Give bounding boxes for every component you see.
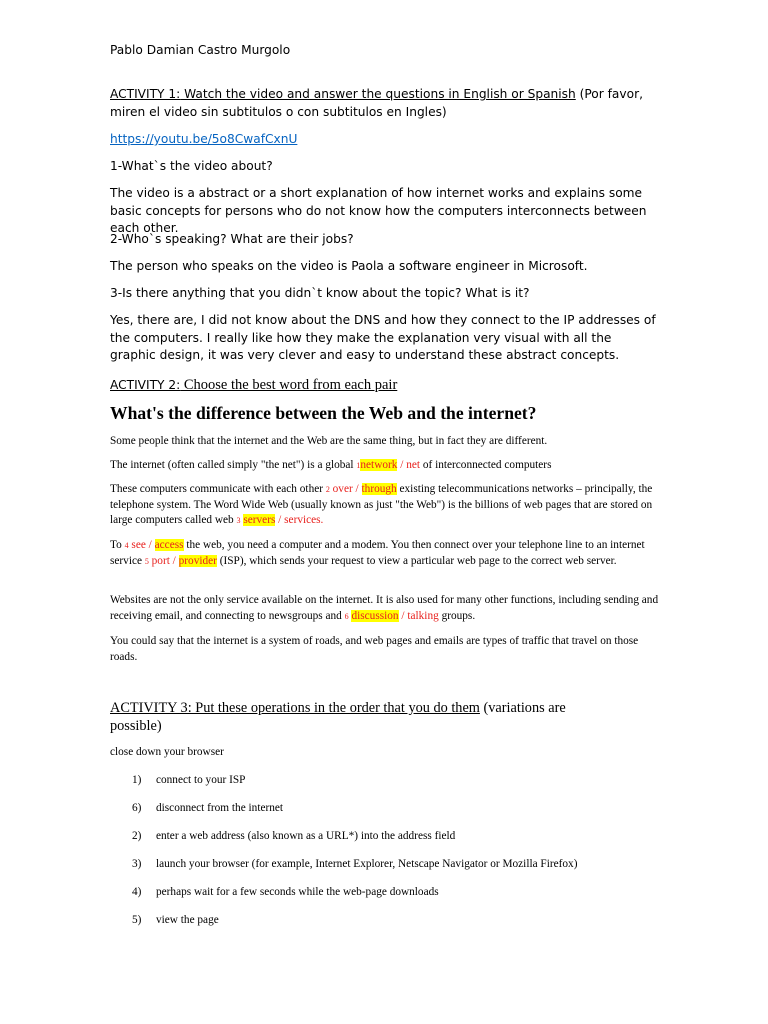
choice-2-option-a: over	[332, 483, 353, 495]
operation-text: connect to your ISP	[156, 774, 246, 786]
blank-number-6: 6	[344, 611, 349, 621]
choice-5-selected: provider	[178, 554, 217, 567]
paragraph-1: Some people think that the internet and the Web are the same thing, but in fact they are different.	[110, 435, 548, 447]
choice-6-option-b: talking	[407, 609, 439, 622]
blank-number-1: 1	[356, 461, 361, 470]
paragraph-5: Websites are not the only service available on the internet. It is also used for many other functions, including sending and receiving email, and connecting to newsgroups and 6 discussion / talking groups.	[110, 594, 659, 622]
video-link-row	[110, 131, 658, 149]
activity1-instruction-note: (Por favor, miren el video sin subtitulos o con subtitulos en Ingles)	[110, 87, 643, 119]
activity2-label: ACTIVITY 2:	[110, 378, 181, 392]
operation-number: 3)	[132, 858, 142, 870]
choice-4-option-a: see	[131, 539, 146, 551]
blank-number-4: 4	[124, 541, 129, 550]
operation-number: 5)	[132, 914, 142, 926]
choice-3-option-b: services.	[284, 514, 324, 527]
activity2-instruction-text: Choose the best word from each pair	[180, 377, 398, 393]
activity2-instruction	[110, 376, 658, 395]
activity3-instruction-text: ACTIVITY 3: Put these operations in the order that you do them	[110, 700, 480, 716]
answer-3: Yes, there are, I did not know about the DNS and how they connect to the IP addresses of the computers. I really like how they make the explanation very visual with all the graphic design, it was very clever and easy to understand these abstract concepts.	[110, 313, 656, 362]
question-2: 2-Who`s speaking? What are their jobs?	[110, 232, 354, 246]
answer-1: The video is a abstract or a short explanation of how internet works and explains some basic concepts for persons who do not know how the computers interconnects between each other.	[110, 186, 647, 235]
operation-number: 1)	[132, 774, 142, 786]
question-1: 1-What`s the video about?	[110, 159, 273, 173]
choice-4-selected: access	[154, 539, 184, 551]
activity1-instruction-text: Watch the video and answer the questions in English or Spanish	[180, 87, 576, 101]
paragraph-6: You could say that the internet is a system of roads, and web pages and emails are types of traffic that travel on those roads.	[110, 635, 639, 663]
video-link[interactable]: https://youtu.be/5o8CwafCxnU	[110, 132, 298, 146]
choice-1-option-b: net	[406, 459, 421, 471]
operation-text: view the page	[156, 914, 219, 926]
operation-number: 6)	[132, 802, 142, 814]
activity1-instruction	[110, 86, 658, 121]
activity3-instruction	[110, 699, 610, 735]
answer-2: The person who speaks on the video is Paola a software engineer in Microsoft.	[110, 259, 588, 273]
paragraph-4: To 4 see / access the web, you need a computer and a modem. You then connect over your telephone line to an internet service 5 port / provider (ISP), which sends your request to view a particular web page to the correct web server.	[110, 539, 645, 567]
operation-text: disconnect from the internet	[156, 802, 284, 814]
operation-number: 2)	[132, 830, 142, 842]
choice-5-option-a: port	[151, 554, 170, 567]
operation-text: perhaps wait for a few seconds while the web-page downloads	[156, 886, 439, 898]
choice-1-selected: network	[360, 459, 398, 471]
choice-2-selected: through	[361, 483, 397, 495]
choice-6-selected: discussion	[351, 609, 399, 622]
article-heading: What's the difference between the Web and the internet?	[110, 403, 537, 423]
choice-3-selected: servers	[243, 514, 276, 527]
operation-unnumbered: close down your browser	[110, 746, 224, 758]
blank-number-3: 3	[236, 516, 241, 526]
activity1-label: ACTIVITY 1:	[110, 87, 181, 101]
blank-number-5: 5	[144, 556, 149, 566]
paragraph-3: These computers communicate with each other 2 over / through existing telecommunications networks – principally, the telephone system. The Word Wide Web (usually known as just "the Web") is the billions of web pages that are stored on large computers called web 3 servers / services.	[110, 483, 653, 527]
activity3-instruction-note: (variations are possible)	[110, 700, 566, 734]
author-name: Pablo Damian Castro Murgolo	[110, 43, 291, 57]
operation-text: enter a web address (also known as a URL*) into the address field	[156, 830, 456, 842]
operation-text: launch your browser (for example, Internet Explorer, Netscape Navigator or Mozilla Firefox)	[156, 858, 578, 870]
question-3: 3-Is there anything that you didn`t know about the topic? What is it?	[110, 286, 530, 300]
paragraph-2: The internet (often called simply "the net") is a global 1network / net of interconnected computers	[110, 459, 552, 471]
blank-number-2: 2	[325, 485, 330, 494]
operation-number: 4)	[132, 886, 142, 898]
